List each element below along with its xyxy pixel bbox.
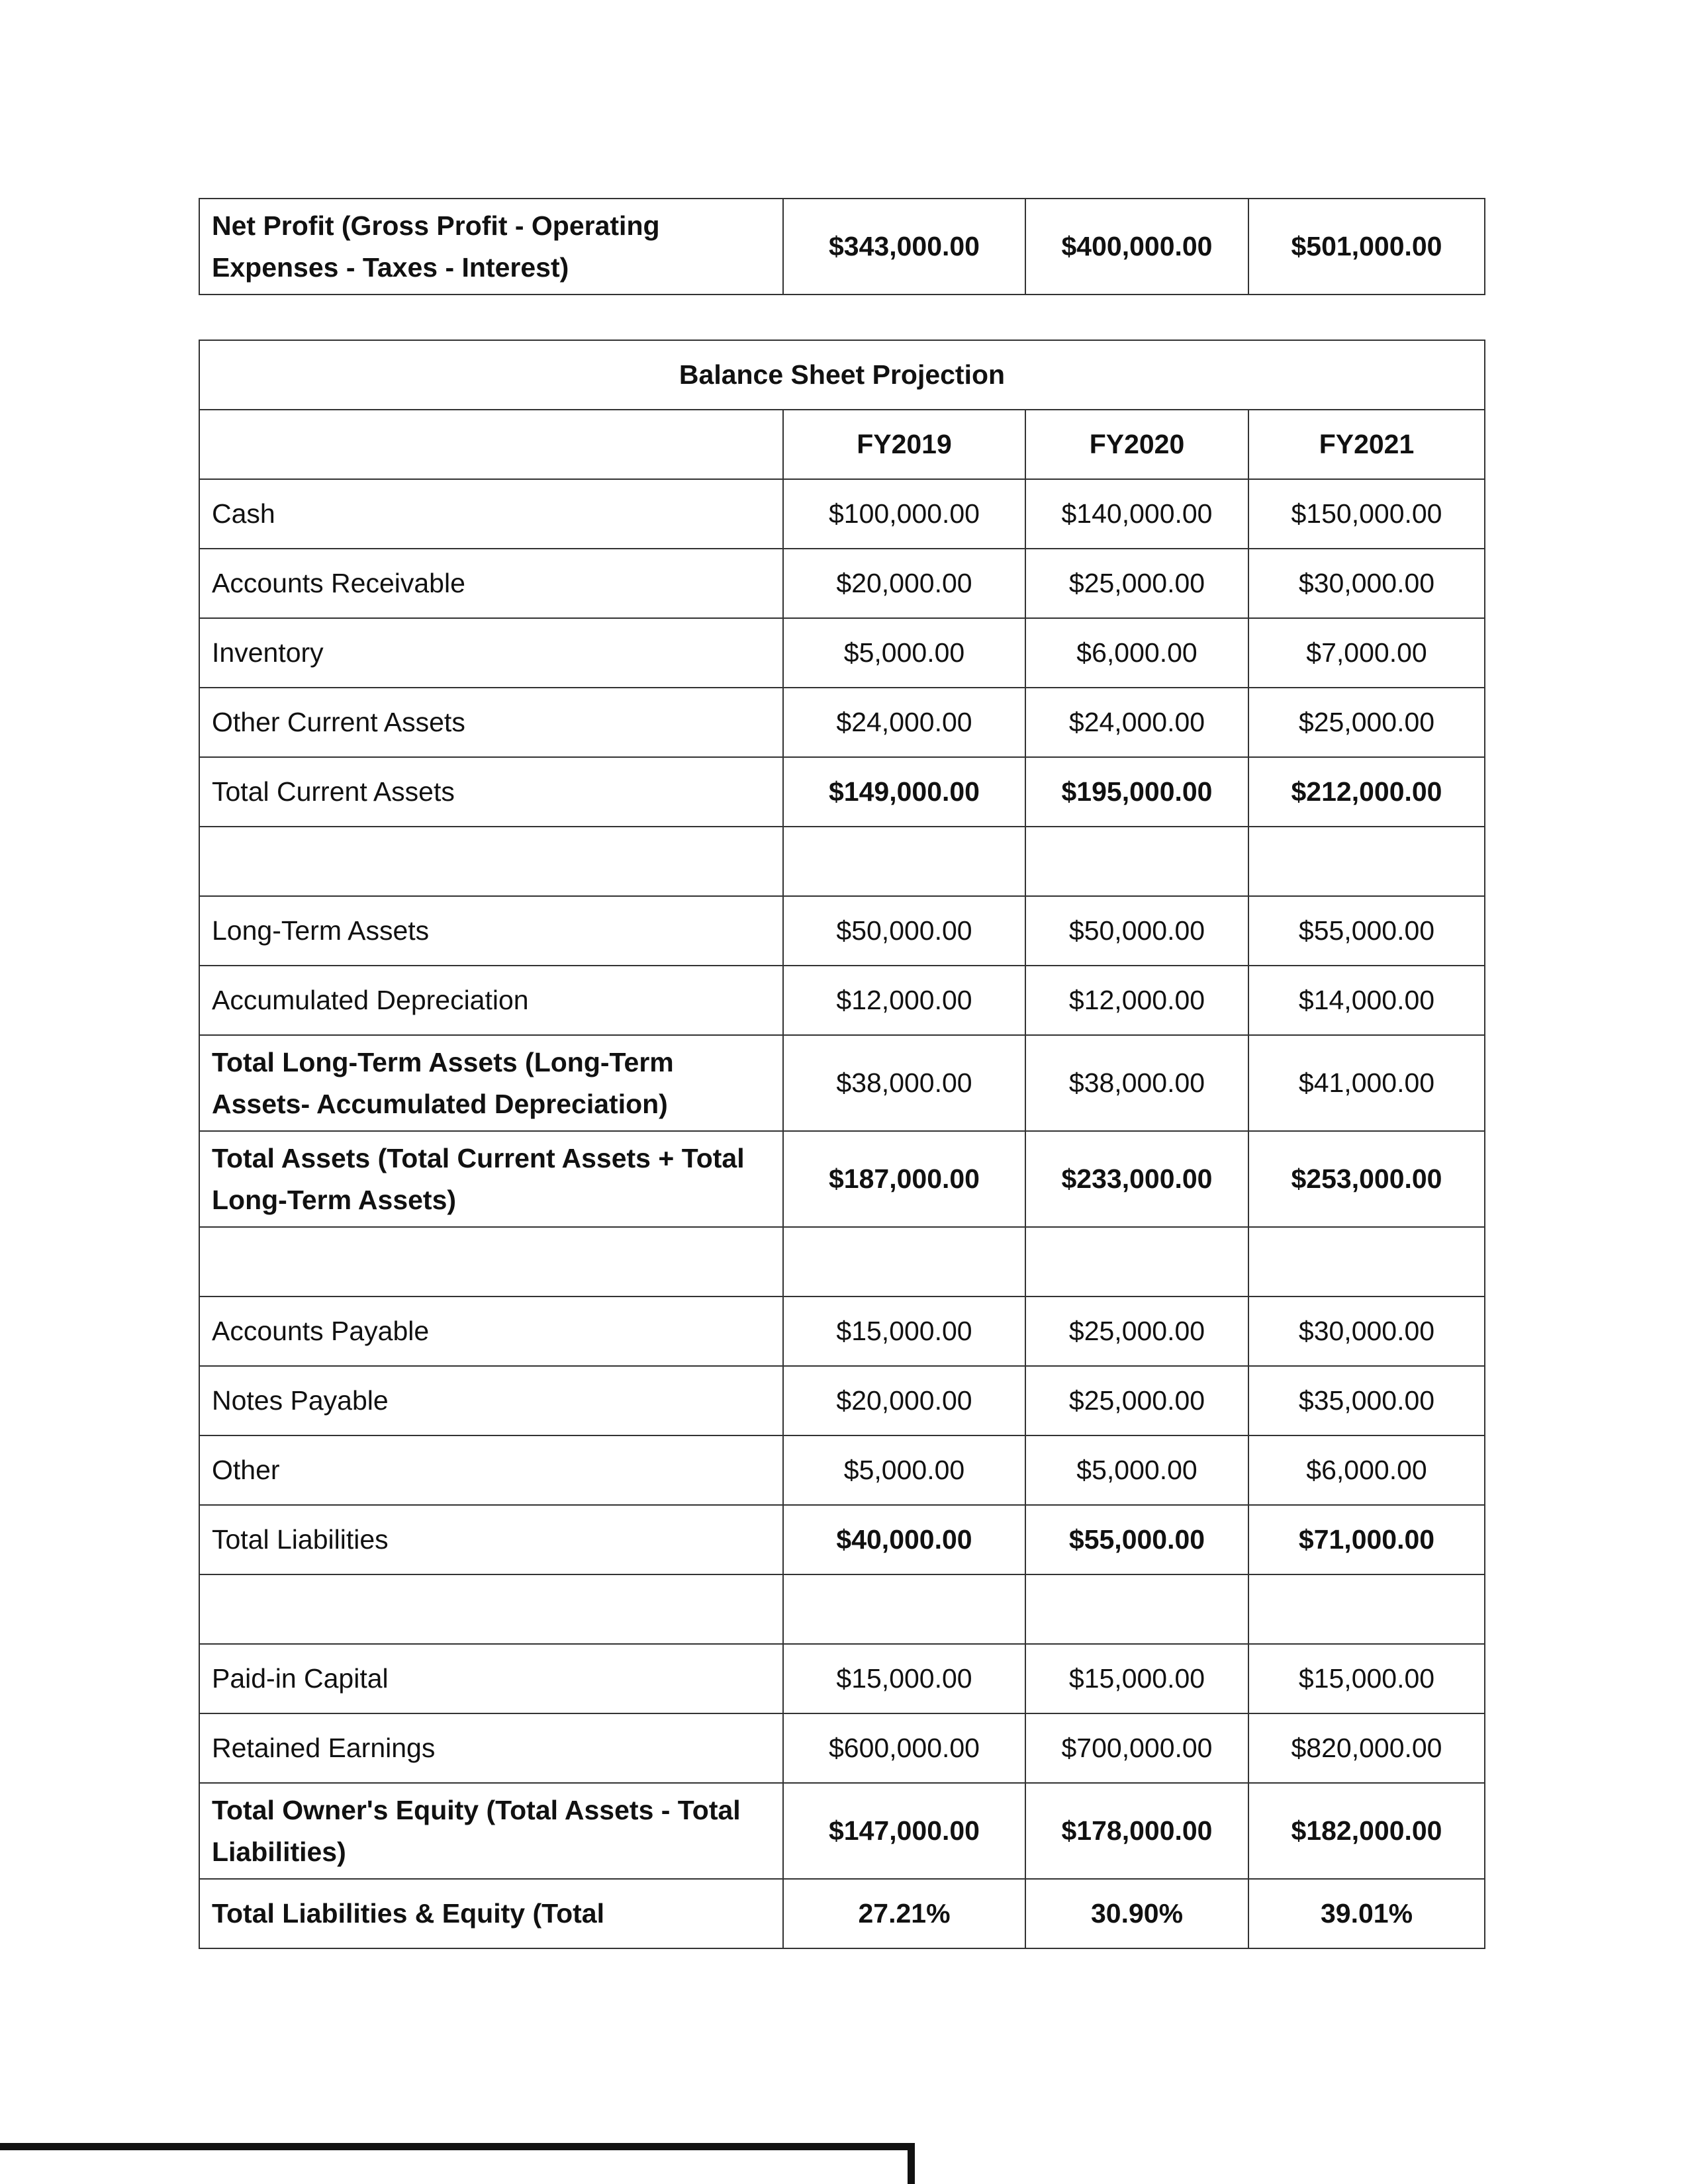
year-header-fy2021: FY2021 [1248,410,1485,479]
row-label: Paid-in Capital [199,1644,783,1713]
value-cell-fy2019: $20,000.00 [783,1366,1025,1435]
value-cell-fy2019: $40,000.00 [783,1505,1025,1574]
row-label: Total Assets (Total Current Assets + Total Long-Term Assets) [199,1131,783,1227]
value-cell-fy2019: $24,000.00 [783,688,1025,757]
row-label: Cash [199,479,783,549]
table-row [199,1131,1485,1227]
value-cell-fy2021: $30,000.00 [1248,1297,1485,1366]
value-cell-fy2020: $233,000.00 [1025,1131,1248,1227]
year-header-row [199,410,1485,479]
net-profit-fy2021: $501,000.00 [1248,199,1485,295]
row-label: Other Current Assets [199,688,783,757]
value-cell-fy2021 [1248,1574,1485,1644]
row-label: Accounts Receivable [199,549,783,618]
table-row [199,688,1485,757]
balance-sheet-title-row [199,340,1485,410]
table-row [199,757,1485,827]
value-cell-fy2020: $195,000.00 [1025,757,1248,827]
value-cell-fy2021: $182,000.00 [1248,1783,1485,1879]
row-label: Total Liabilities [199,1505,783,1574]
spacer-row [199,1574,1485,1644]
row-label: Total Owner's Equity (Total Assets - Total Liabilities) [199,1783,783,1879]
value-cell-fy2020: $12,000.00 [1025,966,1248,1035]
row-label [199,1227,783,1297]
value-cell-fy2019: $38,000.00 [783,1035,1025,1131]
value-cell-fy2019: $100,000.00 [783,479,1025,549]
spacer-row [199,1227,1485,1297]
value-cell-fy2019: $5,000.00 [783,618,1025,688]
value-cell-fy2019: $187,000.00 [783,1131,1025,1227]
net-profit-label: Net Profit (Gross Profit - Operating Expenses - Taxes - Interest) [199,199,783,295]
value-cell-fy2021 [1248,827,1485,896]
value-cell-fy2021: $35,000.00 [1248,1366,1485,1435]
value-cell-fy2021: $7,000.00 [1248,618,1485,688]
value-cell-fy2021: $41,000.00 [1248,1035,1485,1131]
value-cell-fy2021: $25,000.00 [1248,688,1485,757]
value-cell-fy2021: $14,000.00 [1248,966,1485,1035]
row-label: Notes Payable [199,1366,783,1435]
value-cell-fy2020: 30.90% [1025,1879,1248,1948]
value-cell-fy2020: $6,000.00 [1025,618,1248,688]
row-label: Retained Earnings [199,1713,783,1783]
table-row [199,618,1485,688]
table-row [199,479,1485,549]
value-cell-fy2019: $20,000.00 [783,549,1025,618]
value-cell-fy2020 [1025,1574,1248,1644]
table-row [199,1783,1485,1879]
balance-sheet-table [199,340,1485,1949]
row-label: Total Current Assets [199,757,783,827]
value-cell-fy2019: $149,000.00 [783,757,1025,827]
year-header-fy2019: FY2019 [783,410,1025,479]
net-profit-fy2020: $400,000.00 [1025,199,1248,295]
value-cell-fy2020: $15,000.00 [1025,1644,1248,1713]
value-cell-fy2020: $50,000.00 [1025,896,1248,966]
table-row [199,1505,1485,1574]
value-cell-fy2021: 39.01% [1248,1879,1485,1948]
value-cell-fy2019: $15,000.00 [783,1297,1025,1366]
value-cell-fy2021 [1248,1227,1485,1297]
value-cell-fy2020: $25,000.00 [1025,549,1248,618]
row-label: Accounts Payable [199,1297,783,1366]
value-cell-fy2019: $147,000.00 [783,1783,1025,1879]
value-cell-fy2020: $178,000.00 [1025,1783,1248,1879]
net-profit-row [199,199,1485,295]
value-cell-fy2020: $38,000.00 [1025,1035,1248,1131]
table-row [199,1035,1485,1131]
value-cell-fy2019: $15,000.00 [783,1644,1025,1713]
value-cell-fy2020: $5,000.00 [1025,1435,1248,1505]
net-profit-table [199,198,1485,295]
row-label [199,1574,783,1644]
value-cell-fy2019 [783,827,1025,896]
year-header-fy2020: FY2020 [1025,410,1248,479]
value-cell-fy2019 [783,1574,1025,1644]
year-header-empty-cell [199,410,783,479]
value-cell-fy2021: $6,000.00 [1248,1435,1485,1505]
spacer-row [199,827,1485,896]
value-cell-fy2020 [1025,827,1248,896]
value-cell-fy2021: $253,000.00 [1248,1131,1485,1227]
value-cell-fy2020: $55,000.00 [1025,1505,1248,1574]
row-label [199,827,783,896]
row-label: Inventory [199,618,783,688]
table-row [199,549,1485,618]
value-cell-fy2019: $5,000.00 [783,1435,1025,1505]
row-label: Total Long-Term Assets (Long-Term Assets- Accumulated Depreciation) [199,1035,783,1131]
row-label: Total Liabilities & Equity (Total [199,1879,783,1948]
page-border-fragment [0,2143,915,2184]
value-cell-fy2019: 27.21% [783,1879,1025,1948]
value-cell-fy2021: $71,000.00 [1248,1505,1485,1574]
value-cell-fy2020 [1025,1227,1248,1297]
table-row [199,1713,1485,1783]
table-row [199,1644,1485,1713]
row-label: Accumulated Depreciation [199,966,783,1035]
value-cell-fy2020: $25,000.00 [1025,1366,1248,1435]
value-cell-fy2020: $24,000.00 [1025,688,1248,757]
table-row [199,1879,1485,1948]
table-row [199,1366,1485,1435]
value-cell-fy2021: $150,000.00 [1248,479,1485,549]
row-label: Long-Term Assets [199,896,783,966]
value-cell-fy2020: $140,000.00 [1025,479,1248,549]
value-cell-fy2020: $25,000.00 [1025,1297,1248,1366]
value-cell-fy2019: $12,000.00 [783,966,1025,1035]
value-cell-fy2019: $600,000.00 [783,1713,1025,1783]
value-cell-fy2021: $212,000.00 [1248,757,1485,827]
table-row [199,896,1485,966]
row-label: Other [199,1435,783,1505]
value-cell-fy2021: $15,000.00 [1248,1644,1485,1713]
balance-sheet-title: Balance Sheet Projection [199,340,1485,410]
value-cell-fy2019 [783,1227,1025,1297]
value-cell-fy2019: $50,000.00 [783,896,1025,966]
value-cell-fy2021: $820,000.00 [1248,1713,1485,1783]
net-profit-fy2019: $343,000.00 [783,199,1025,295]
value-cell-fy2021: $55,000.00 [1248,896,1485,966]
value-cell-fy2020: $700,000.00 [1025,1713,1248,1783]
table-row [199,1297,1485,1366]
value-cell-fy2021: $30,000.00 [1248,549,1485,618]
table-row [199,1435,1485,1505]
table-row [199,966,1485,1035]
